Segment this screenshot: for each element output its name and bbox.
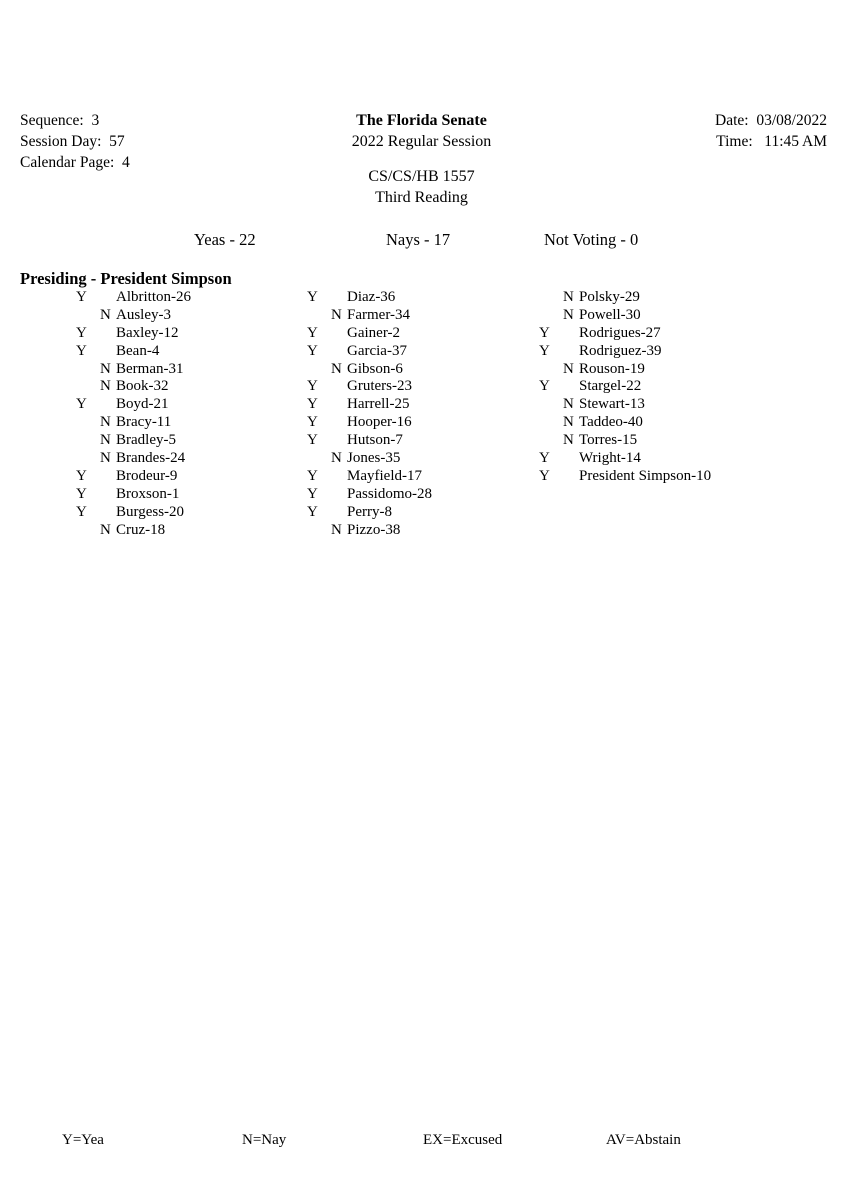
senator-name: Cruz-18: [116, 521, 166, 538]
vote-row: [0, 289, 230, 307]
vote-mark: N: [563, 396, 574, 413]
vote-mark: N: [563, 360, 574, 377]
not-voting-count: Not Voting - 0: [544, 230, 639, 249]
senator-name: Gruters-23: [347, 378, 412, 395]
reading-type: Third Reading: [375, 189, 468, 206]
vote-mark: Y: [76, 289, 87, 305]
vote-row: [231, 325, 461, 343]
vote-row: [0, 432, 230, 450]
senator-name: Rodrigues-27: [579, 324, 661, 341]
vote-column-1: [0, 289, 230, 539]
senator-name: Garcia-37: [347, 342, 407, 359]
senator-name: Rodriguez-39: [579, 342, 662, 359]
date-label: Date:: [715, 112, 749, 129]
senator-name: Pizzo-38: [347, 521, 401, 538]
senator-name: Torres-15: [579, 432, 638, 449]
vote-mark: N: [100, 414, 111, 431]
vote-mark: Y: [307, 467, 318, 484]
vote-mark: Y: [76, 324, 87, 341]
vote-mark: N: [100, 306, 111, 323]
vote-row: [231, 361, 461, 379]
vote-row: [463, 432, 693, 450]
vote-mark: N: [563, 306, 574, 323]
senator-name: Baxley-12: [116, 324, 179, 341]
vote-mark: Y: [307, 396, 318, 413]
vote-row: [0, 378, 230, 396]
vote-mark: Y: [76, 342, 87, 359]
senator-name: Gainer-2: [347, 324, 401, 341]
senator-name: Bean-4: [116, 342, 160, 359]
senator-name: Powell-30: [579, 306, 641, 323]
vote-row: [463, 343, 693, 361]
senator-name: Burgess-20: [116, 503, 185, 520]
bill-number: CS/CS/HB 1557: [368, 168, 475, 185]
vote-mark: Y: [539, 342, 550, 359]
senator-name: Diaz-36: [347, 289, 396, 305]
vote-mark: N: [100, 521, 111, 538]
vote-row: [231, 468, 461, 486]
vote-column-3: [463, 289, 712, 486]
vote-row: [0, 361, 230, 379]
senator-name: Jones-35: [347, 450, 401, 467]
vote-mark: N: [563, 414, 574, 431]
vote-mark: N: [100, 432, 111, 449]
vote-row: [231, 307, 461, 325]
senator-name: Rouson-19: [579, 360, 645, 377]
vote-row: [231, 504, 461, 522]
time-row: [715, 131, 827, 152]
vote-mark: Y: [307, 503, 318, 520]
vote-row: [231, 289, 461, 307]
vote-row: [463, 361, 693, 379]
senator-name: Brodeur-9: [116, 467, 178, 484]
vote-mark: N: [100, 450, 111, 467]
vote-mark: N: [331, 521, 342, 538]
vote-row: [231, 378, 461, 396]
nays-count: Nays - 17: [386, 230, 451, 249]
vote-row: [0, 522, 230, 540]
senator-name: Stewart-13: [579, 396, 645, 413]
vote-row: [0, 414, 230, 432]
vote-mark: N: [331, 306, 342, 323]
vote-mark: Y: [307, 289, 318, 305]
vote-row: [0, 468, 230, 486]
vote-column-2: [231, 289, 461, 539]
vote-mark: Y: [539, 378, 550, 395]
legend-nay: N=Nay: [242, 1132, 287, 1148]
vote-row: [231, 396, 461, 414]
vote-row: [463, 396, 693, 414]
vote-mark: Y: [76, 396, 87, 413]
vote-row: [463, 467, 712, 486]
time-label: Time:: [716, 133, 753, 150]
sequence-label: Sequence:: [20, 112, 84, 129]
time-value: 11:45 AM: [764, 133, 827, 150]
vote-mark: Y: [539, 450, 550, 467]
senator-name: Hutson-7: [347, 432, 403, 449]
legend-yea: Y=Yea: [62, 1132, 104, 1148]
vote-mark: Y: [76, 503, 87, 520]
senator-name: Stargel-22: [579, 378, 642, 395]
vote-row: [0, 343, 230, 361]
vote-row: [463, 414, 693, 432]
date-row: [715, 110, 827, 131]
senator-name: Berman-31: [116, 360, 184, 377]
vote-mark: N: [100, 360, 111, 377]
vote-mark: Y: [307, 485, 318, 502]
vote-row: [231, 522, 461, 540]
calendar-page-value: 4: [122, 154, 130, 171]
vote-mark: N: [100, 378, 111, 395]
legend-abstain: AV=Abstain: [606, 1132, 681, 1148]
senator-name: Harrell-25: [347, 396, 410, 413]
vote-row: [0, 450, 230, 468]
vote-row: [231, 343, 461, 361]
senator-name: President Simpson-10: [579, 467, 712, 484]
vote-mark: Y: [307, 378, 318, 395]
vote-row: [463, 378, 693, 396]
senator-name: Perry-8: [347, 503, 392, 520]
senator-name: Brandes-24: [116, 450, 186, 467]
senator-name: Taddeo-40: [579, 414, 643, 431]
vote-row: [463, 289, 693, 307]
senator-name: Farmer-34: [347, 306, 411, 323]
sequence-value: 3: [91, 112, 100, 129]
calendar-page-label: Calendar Page:: [20, 154, 115, 171]
vote-row: [231, 486, 461, 504]
session-name: 2022 Regular Session: [351, 133, 492, 150]
vote-row: [0, 504, 230, 522]
senator-name: Book-32: [116, 378, 169, 395]
vote-row: [0, 396, 230, 414]
vote-row: [463, 307, 693, 325]
vote-mark: Y: [539, 467, 550, 484]
vote-mark: Y: [76, 467, 87, 484]
vote-row: [231, 432, 461, 450]
document-title: The Florida Senate: [356, 112, 487, 129]
senator-name: Wright-14: [579, 450, 641, 467]
vote-mark: N: [331, 360, 342, 377]
senator-name: Gibson-6: [347, 360, 403, 377]
header-right-block: [715, 110, 827, 152]
senator-name: Hooper-16: [347, 414, 412, 431]
vote-mark: N: [331, 450, 342, 467]
vote-mark: Y: [539, 324, 550, 341]
vote-row: [0, 325, 230, 343]
senator-name: Passidomo-28: [347, 485, 433, 502]
vote-row: [0, 307, 230, 325]
legend-excused: EX=Excused: [423, 1132, 503, 1148]
senator-name: Boyd-21: [116, 396, 169, 413]
vote-row: [463, 325, 693, 343]
session-day-value: 57: [109, 133, 125, 150]
vote-mark: Y: [76, 485, 87, 502]
senator-name: Bradley-5: [116, 432, 176, 449]
vote-mark: Y: [307, 414, 318, 431]
vote-mark: N: [563, 289, 574, 305]
senator-name: Bracy-11: [116, 414, 172, 431]
presiding-officer: Presiding - President Simpson: [20, 269, 232, 288]
vote-mark: Y: [307, 432, 318, 449]
vote-mark: N: [563, 432, 574, 449]
senator-name: Polsky-29: [579, 289, 640, 305]
vote-mark: Y: [307, 324, 318, 341]
senator-name: Mayfield-17: [347, 467, 422, 484]
vote-row: [231, 414, 461, 432]
yeas-count: Yeas - 22: [194, 230, 256, 249]
date-value: 03/08/2022: [756, 112, 827, 129]
vote-row: [463, 450, 693, 468]
senator-name: Albritton-26: [116, 289, 191, 305]
vote-row: [0, 486, 230, 504]
senator-name: Ausley-3: [116, 306, 171, 323]
vote-row: [231, 450, 461, 468]
vote-mark: Y: [307, 342, 318, 359]
senator-name: Broxson-1: [116, 485, 180, 502]
session-day-label: Session Day:: [20, 133, 102, 150]
